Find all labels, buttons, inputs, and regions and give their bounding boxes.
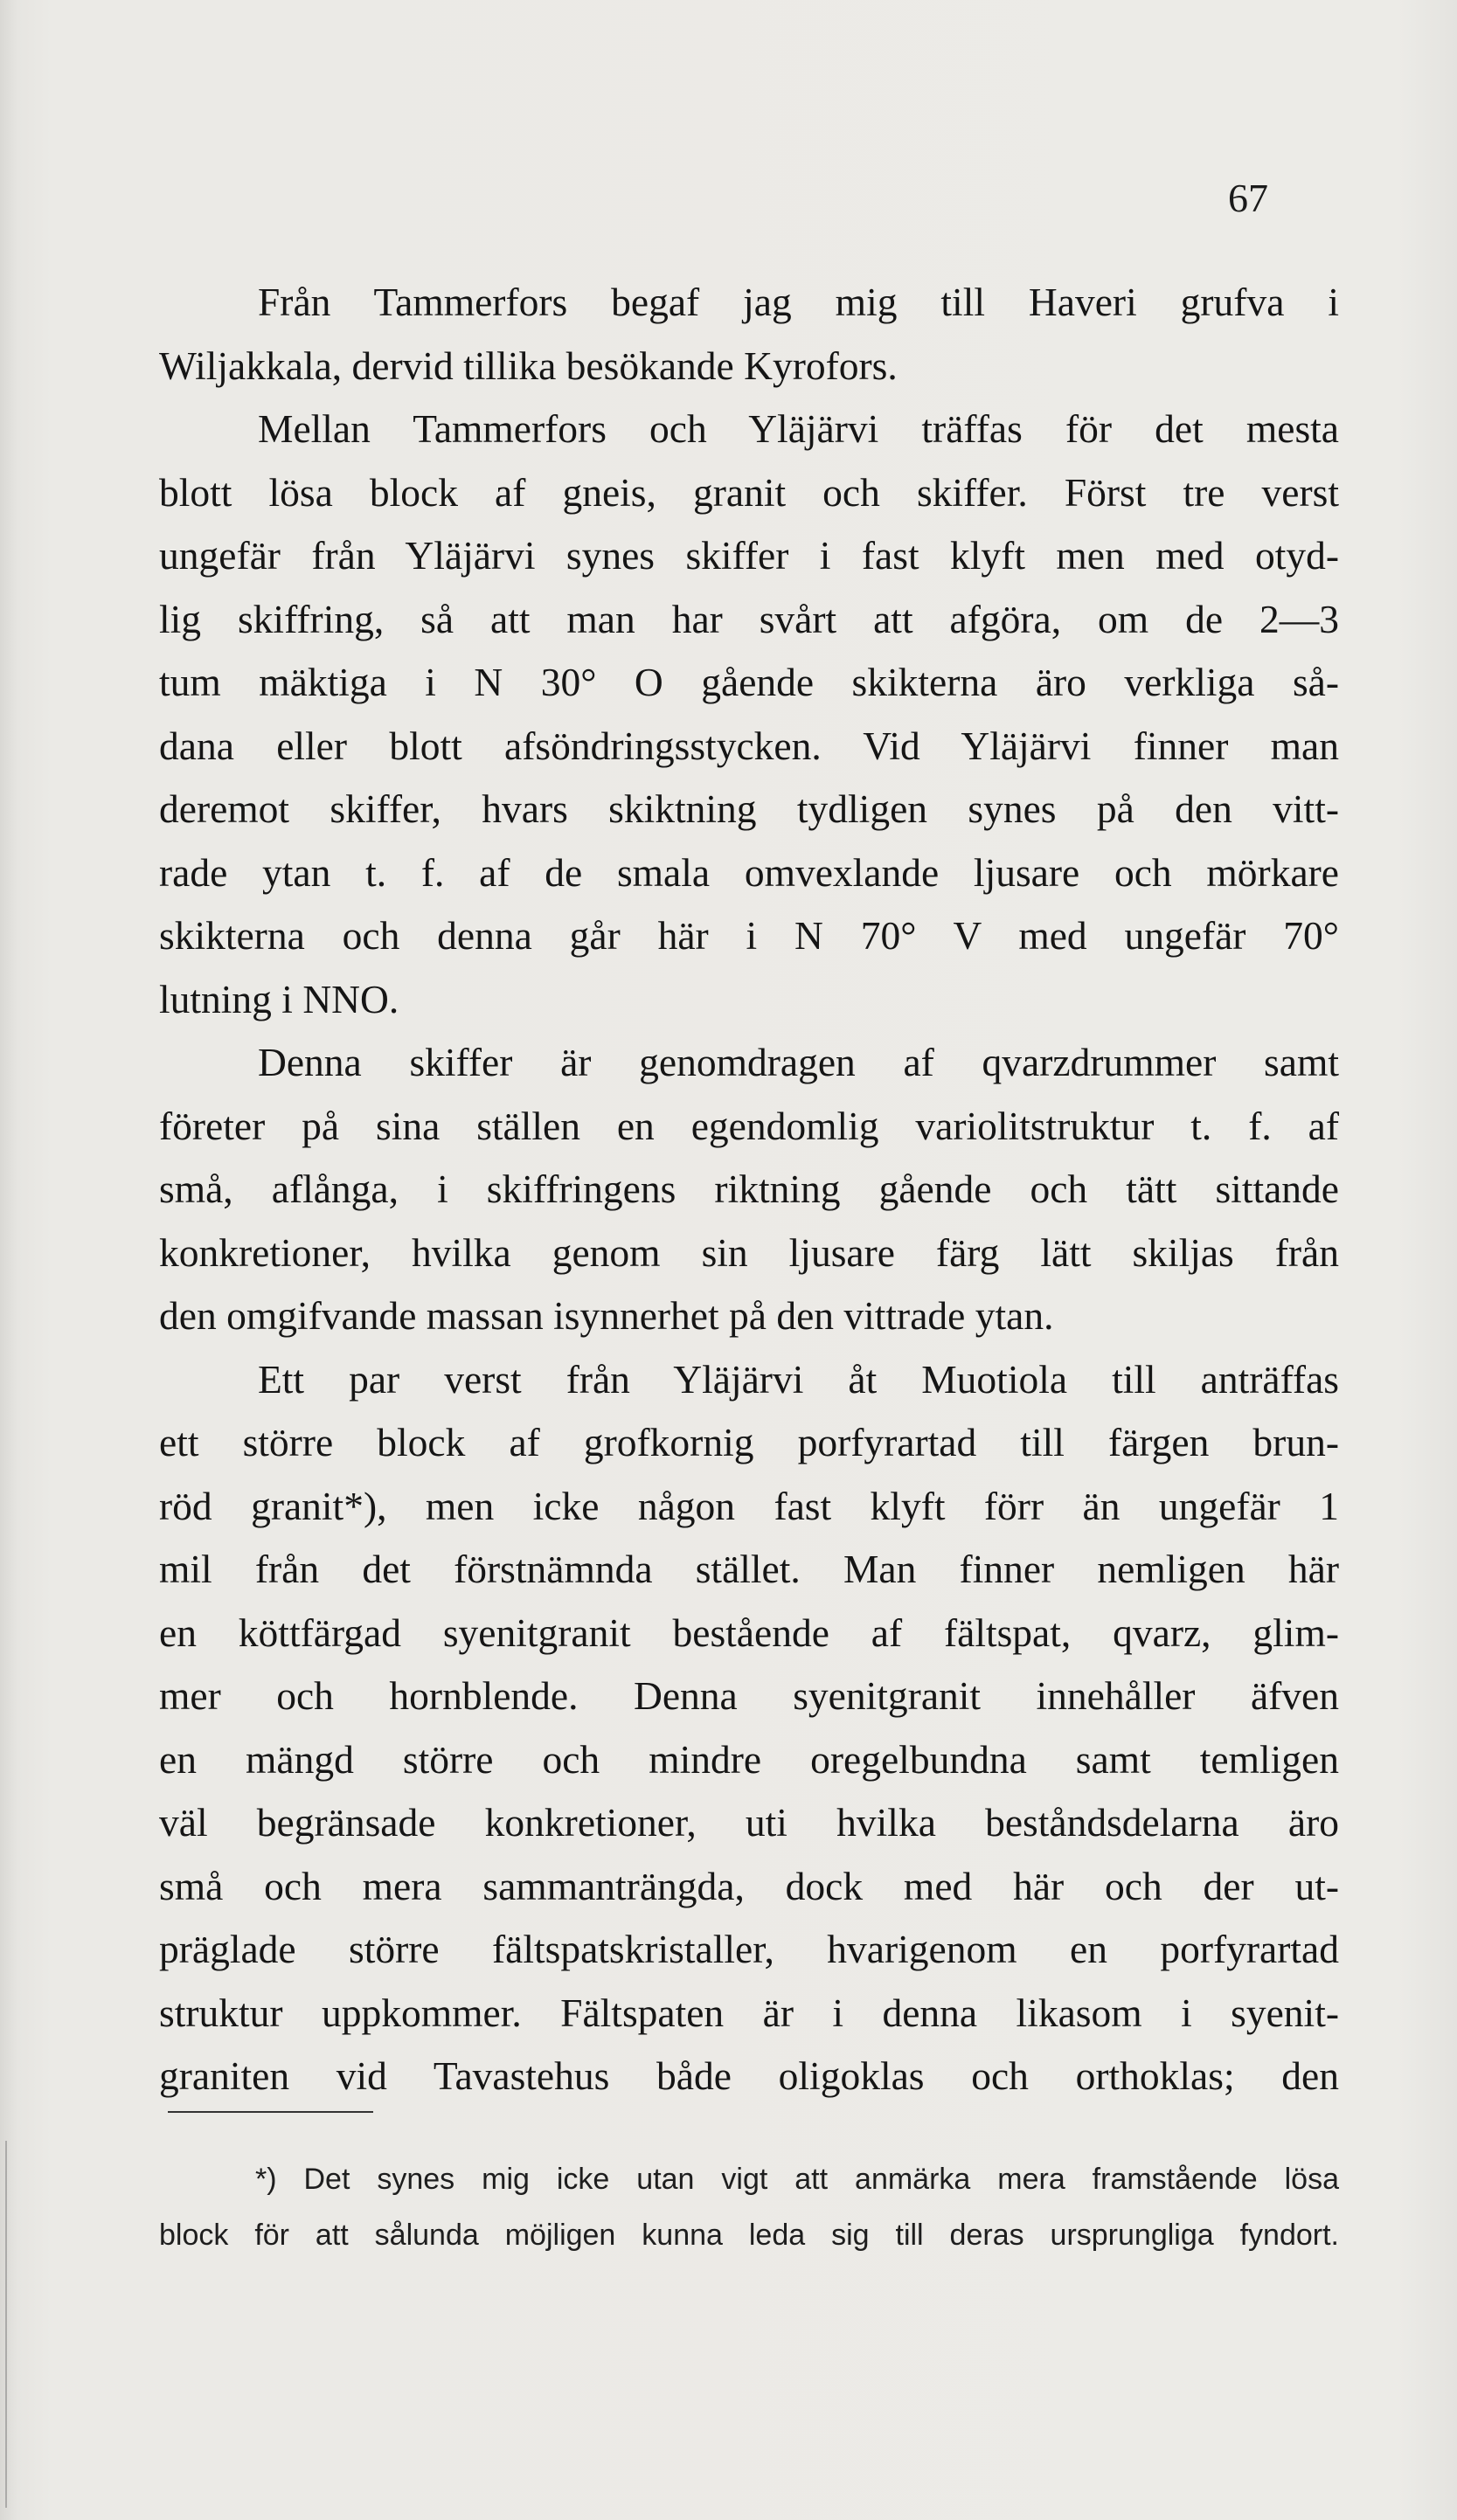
text-line: röd granit*), men icke någon fast klyft förr än ungefär 1	[159, 1483, 1339, 1528]
text-line: ungefär från Yläjärvi synes skiffer i fast klyft men med otyd-	[159, 533, 1339, 578]
text-line: rade ytan t. f. af de smala omvexlande ljusare och mörkare	[159, 849, 1339, 895]
text-line: en mängd större och mindre oregelbundna samt temligen	[159, 1736, 1339, 1782]
text-line: den omgifvande massan isynnerhet på den vittrade ytan.	[159, 1293, 1054, 1338]
binding-shadow	[5, 2141, 7, 2508]
text-line: väl begränsade konkretioner, uti hvilka beståndsdelarna äro	[159, 1800, 1339, 1845]
text-line: graniten vid Tavastehus både oligoklas och orthoklas; den	[159, 2053, 1339, 2098]
page-number: 67	[1228, 176, 1268, 220]
text-line: små, aflånga, i skiffringens riktning gående och tätt sittande	[159, 1167, 1339, 1211]
text-line: en köttfärgad syenitgranit bestående af fältspat, qvarz, glim-	[159, 1610, 1339, 1655]
text-line: mil från det förstnämnda stället. Man finner nemligen här	[159, 1547, 1339, 1591]
footnote-line: block för att sålunda möjligen kunna leda sig till deras ursprungliga fyndort.	[159, 2219, 1339, 2252]
text-line: Ett par verst från Yläjärvi åt Muotiola till anträffas	[258, 1356, 1339, 1402]
text-line: Mellan Tammerfors och Yläjärvi träffas för det mesta	[258, 406, 1339, 451]
text-line: blott lösa block af gneis, granit och skiffer. Först tre verst	[159, 469, 1339, 515]
text-line: Wiljakkala, dervid tillika besökande Kyrofors.	[159, 343, 898, 388]
text-line: skikterna och denna går här i N 70° V med ungefär 70°	[159, 913, 1339, 958]
text-line: företer på sina ställen en egendomlig variolitstruktur t. f. af	[159, 1103, 1339, 1148]
text-line: konkretioner, hvilka genom sin ljusare färg lätt skiljas från	[159, 1229, 1339, 1275]
text-line: Från Tammerfors begaf jag mig till Haveri grufva i	[258, 280, 1339, 324]
text-line: Denna skiffer är genomdragen af qvarzdrummer samt	[258, 1040, 1339, 1084]
footnote-separator	[168, 2111, 373, 2113]
text-line: deremot skiffer, hvars skiktning tydligen synes på den vitt-	[159, 786, 1339, 831]
text-line: mer och hornblende. Denna syenitgranit innehåller äfven	[159, 1673, 1339, 1718]
body-text	[159, 271, 1339, 2108]
text-line: ett större block af grofkornig porfyrartad till färgen brun-	[159, 1420, 1339, 1464]
footnote	[159, 2151, 1339, 2263]
text-line: lutning i NNO.	[159, 976, 399, 1021]
text-line: dana eller blott afsöndringsstycken. Vid Yläjärvi finner man	[159, 723, 1339, 768]
text-line: tum mäktiga i N 30° O gående skikterna äro verkliga så-	[159, 660, 1339, 704]
text-line: lig skiffring, så att man har svårt att afgöra, om de 2—3	[159, 596, 1339, 641]
text-line: präglade större fältspatskristaller, hvarigenom en porfyrartad	[159, 1927, 1339, 1971]
text-line: struktur uppkommer. Fältspaten är i denna likasom i syenit-	[159, 1990, 1339, 2035]
text-line: små och mera sammanträngda, dock med här och der ut-	[159, 1863, 1339, 1908]
footnote-line: *) Det synes mig icke utan vigt att anmärka mera framstående lösa	[255, 2163, 1339, 2196]
